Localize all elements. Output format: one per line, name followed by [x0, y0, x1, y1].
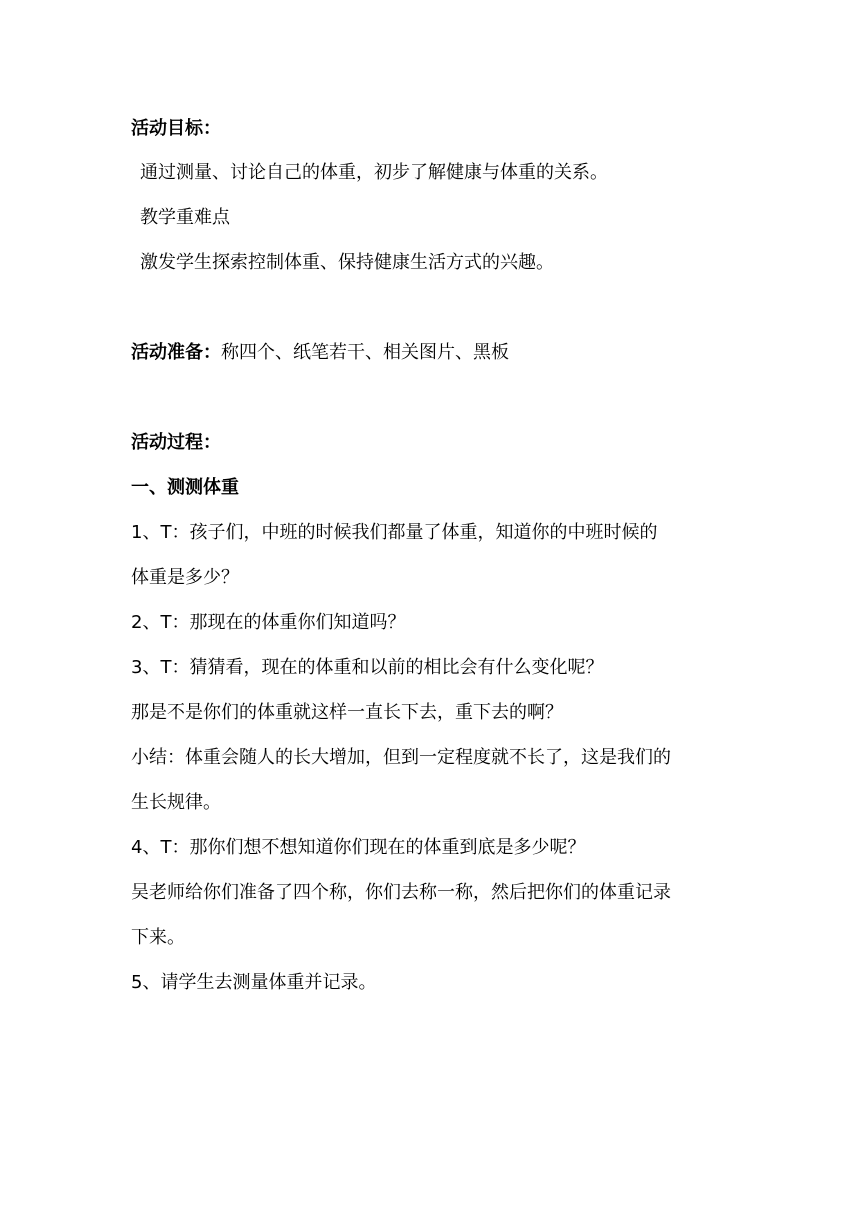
process-line: 3、T：猜猜看，现在的体重和以前的相比会有什么变化呢？	[131, 657, 604, 678]
goals-line-3: 激发学生探索控制体重、保持健康生活方式的兴趣。	[140, 252, 554, 273]
process-line: 小结：体重会随人的长大增加，但到一定程度就不长了，这是我们的	[131, 747, 671, 768]
process-line: 生长规律。	[131, 792, 221, 813]
process-line: 2、T：那现在的体重你们知道吗？	[131, 612, 406, 633]
process-line: 那是不是你们的体重就这样一直长下去，重下去的啊？	[131, 702, 563, 723]
prep-paragraph	[131, 341, 509, 365]
goals-line-1: 通过测量、讨论自己的体重，初步了解健康与体重的关系。	[140, 162, 608, 183]
process-heading: 活动过程：	[131, 432, 221, 453]
prep-text: 称四个、纸笔若干、相关图片、黑板	[221, 342, 509, 363]
process-line: 5、请学生去测量体重并记录。	[131, 972, 377, 993]
process-line: 体重是多少？	[131, 567, 239, 588]
process-line: 4、T：那你们想不想知道你们现在的体重到底是多少呢？	[131, 837, 586, 858]
process-line: 1、T：孩子们，中班的时候我们都量了体重，知道你的中班时候的	[131, 522, 658, 543]
section-heading: 一、测测体重	[131, 477, 239, 498]
goals-line-2: 教学重难点	[140, 207, 230, 228]
process-line: 下来。	[131, 927, 185, 948]
goals-heading: 活动目标：	[131, 118, 221, 139]
process-line: 吴老师给你们准备了四个称，你们去称一称，然后把你们的体重记录	[131, 882, 671, 903]
prep-heading: 活动准备：	[131, 342, 221, 363]
